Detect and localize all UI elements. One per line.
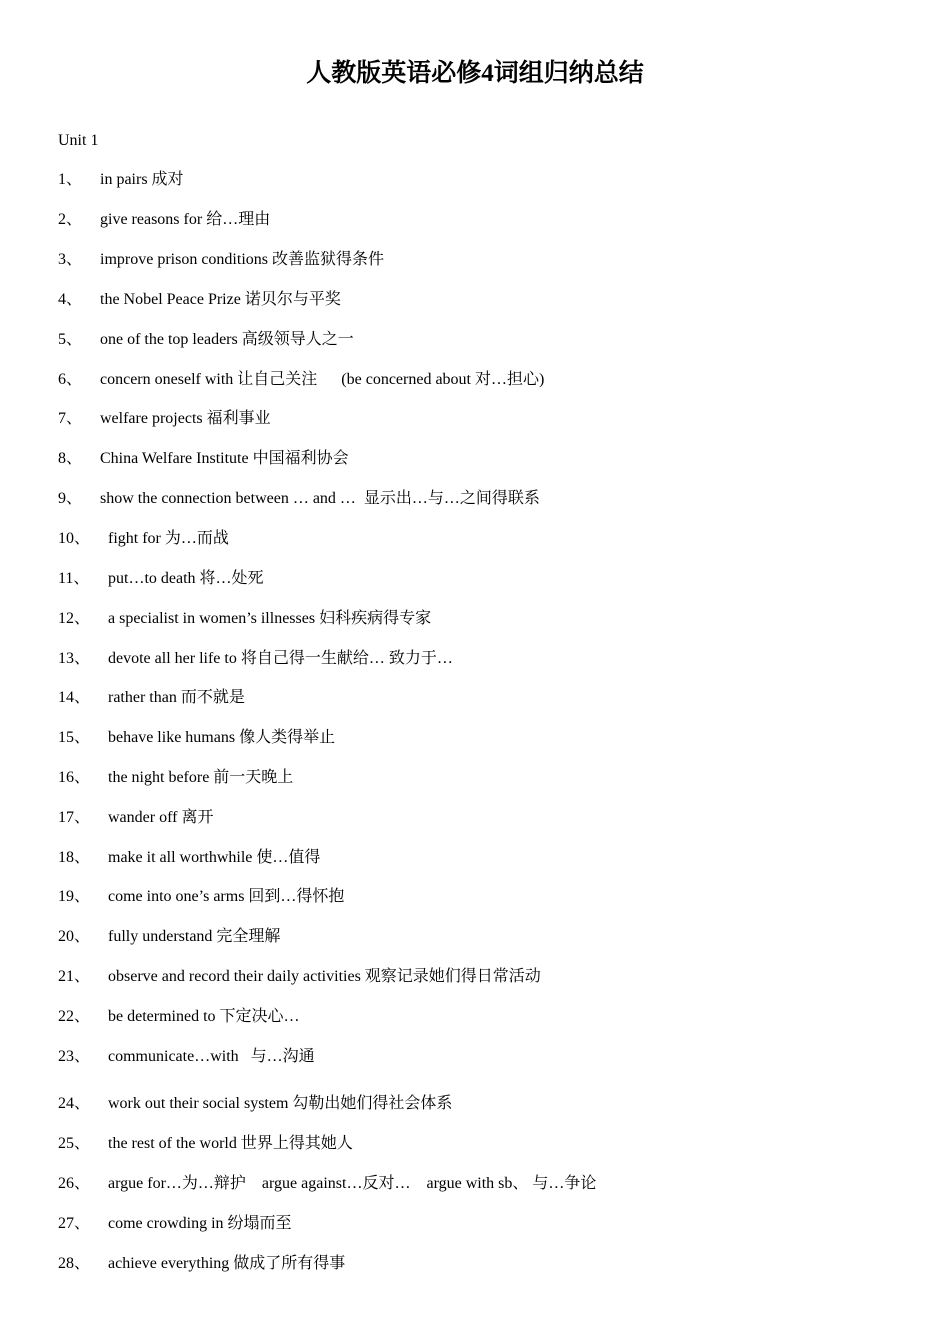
item-text: the Nobel Peace Prize 诺贝尔与平奖 — [100, 291, 341, 308]
item-text: come into one’s arms 回到…得怀抱 — [108, 888, 345, 905]
list-item — [58, 527, 229, 551]
list-item — [58, 168, 184, 192]
item-number: 23、 — [58, 1048, 91, 1065]
list-item — [58, 1132, 353, 1156]
list-item — [58, 567, 264, 591]
document-title: 人教版英语必修4词组归纳总结 — [306, 60, 644, 87]
item-number: 12、 — [58, 610, 91, 627]
item-text: devote all her life to 将自己得一生献给… 致力于… — [108, 650, 453, 667]
list-item — [58, 686, 245, 710]
item-number: 8、 — [58, 450, 83, 467]
item-number: 16、 — [58, 769, 91, 786]
item-number: 19、 — [58, 888, 91, 905]
item-number: 17、 — [58, 809, 91, 826]
list-item — [58, 846, 320, 870]
item-text: behave like humans 像人类得举止 — [108, 729, 336, 746]
item-number: 10、 — [58, 530, 91, 547]
item-number: 27、 — [58, 1215, 91, 1232]
list-item — [58, 1005, 300, 1029]
item-number: 22、 — [58, 1008, 91, 1025]
list-item — [58, 726, 335, 750]
list-item — [58, 487, 540, 511]
list-item — [58, 925, 280, 949]
list-item — [58, 447, 349, 471]
item-text: fully understand 完全理解 — [108, 928, 281, 945]
item-number: 15、 — [58, 729, 91, 746]
item-number: 13、 — [58, 650, 91, 667]
item-text: show the connection between … and … 显示出…与…之间得联系 — [100, 490, 540, 507]
item-text: in pairs 成对 — [100, 171, 184, 188]
item-number: 20、 — [58, 928, 91, 945]
list-item — [58, 965, 541, 989]
item-text: observe and record their daily activities 观察记录她们得日常活动 — [108, 968, 541, 985]
item-number: 6、 — [58, 371, 83, 388]
item-number: 2、 — [58, 211, 83, 228]
item-number: 11、 — [58, 570, 90, 587]
item-number: 14、 — [58, 689, 91, 706]
item-text: communicate…with 与…沟通 — [108, 1048, 315, 1065]
item-text: work out their social system 勾勒出她们得社会体系 — [108, 1095, 453, 1112]
list-item — [58, 766, 293, 790]
item-text: rather than 而不就是 — [108, 689, 245, 706]
item-text: wander off 离开 — [108, 809, 214, 826]
list-item — [58, 647, 453, 671]
item-text: put…to death 将…处死 — [108, 570, 264, 587]
item-number: 18、 — [58, 849, 91, 866]
item-number: 21、 — [58, 968, 91, 985]
item-text: the rest of the world 世界上得其她人 — [108, 1135, 353, 1152]
item-text: a specialist in women’s illnesses 妇科疾病得专家 — [108, 610, 432, 627]
item-text: come crowding in 纷塌而至 — [108, 1215, 292, 1232]
item-text: achieve everything 做成了所有得事 — [108, 1255, 346, 1272]
list-item — [58, 288, 341, 312]
list-item — [58, 328, 354, 352]
item-text: give reasons for 给…理由 — [100, 211, 271, 228]
item-text: be determined to 下定决心… — [108, 1008, 300, 1025]
item-text: argue for…为…辩护 argue against…反对… argue with sb、 与…争论 — [108, 1175, 597, 1192]
item-number: 9、 — [58, 490, 83, 507]
list-item — [58, 368, 544, 392]
unit-heading: Unit 1 — [58, 132, 99, 149]
list-item — [58, 1212, 292, 1236]
item-number: 3、 — [58, 251, 83, 268]
list-item — [58, 1252, 345, 1276]
list-item — [58, 607, 431, 631]
item-number: 4、 — [58, 291, 83, 308]
list-item — [58, 806, 213, 830]
list-item — [58, 208, 270, 232]
list-item — [58, 248, 384, 272]
list-item — [58, 1172, 596, 1196]
list-item — [58, 885, 344, 909]
item-text: make it all worthwhile 使…值得 — [108, 849, 321, 866]
item-text: one of the top leaders 高级领导人之一 — [100, 331, 354, 348]
item-number: 25、 — [58, 1135, 91, 1152]
item-number: 24、 — [58, 1095, 91, 1112]
item-text: fight for 为…而战 — [108, 530, 229, 547]
item-text: China Welfare Institute 中国福利协会 — [100, 450, 349, 467]
item-text: concern oneself with 让自己关注 (be concerned about 对…担心) — [100, 371, 545, 388]
list-item — [58, 1092, 452, 1116]
list-item — [58, 1045, 315, 1069]
item-number: 1、 — [58, 171, 83, 188]
item-text: welfare projects 福利事业 — [100, 410, 271, 427]
item-text: the night before 前一天晚上 — [108, 769, 294, 786]
item-number: 5、 — [58, 331, 83, 348]
item-text: improve prison conditions 改善监狱得条件 — [100, 251, 384, 268]
item-number: 28、 — [58, 1255, 91, 1272]
item-number: 7、 — [58, 410, 83, 427]
item-number: 26、 — [58, 1175, 91, 1192]
list-item — [58, 407, 271, 431]
